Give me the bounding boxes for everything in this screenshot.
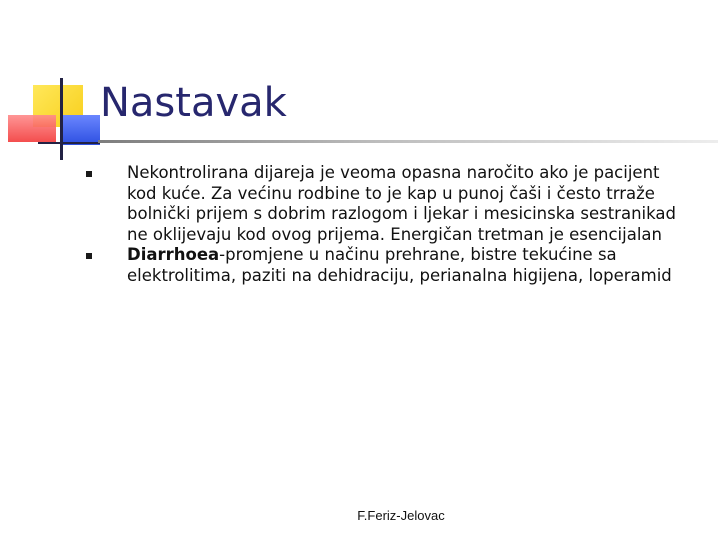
square-bullet-icon <box>86 253 92 259</box>
vertical-line-decoration <box>60 78 63 160</box>
bullet-text: Nekontrolirana dijareja je veoma opasna naročito ako je pacijent kod kuće. Za većinu rodbine to je kap u punoj čaši i često trraže bolnički prijem s dobrim razlogom i ljekar i mesicinska sestranikad ne oklijevaju kod ovog prijema. Energičan tretman je esencijalan <box>127 163 676 244</box>
slide-title: Nastavak <box>100 80 287 126</box>
footer-author: F.Feriz-Jelovac <box>357 508 445 523</box>
horizontal-line-decoration <box>38 142 100 144</box>
square-bullet-icon <box>86 171 92 177</box>
title-underline-rule <box>98 140 718 143</box>
bullet-item <box>82 163 682 245</box>
red-square-decoration <box>8 115 56 142</box>
bullet-list <box>82 163 682 286</box>
blue-square-decoration <box>63 115 100 145</box>
decorative-squares-logo <box>0 0 110 170</box>
bullet-text: -promjene u načinu prehrane, bistre tekućine sa elektrolitima, paziti na dehidraciju, perianalna higijena, loperamid <box>127 245 672 285</box>
bullet-item <box>82 245 682 286</box>
bullet-bold-term: Diarrhoea <box>127 245 220 264</box>
